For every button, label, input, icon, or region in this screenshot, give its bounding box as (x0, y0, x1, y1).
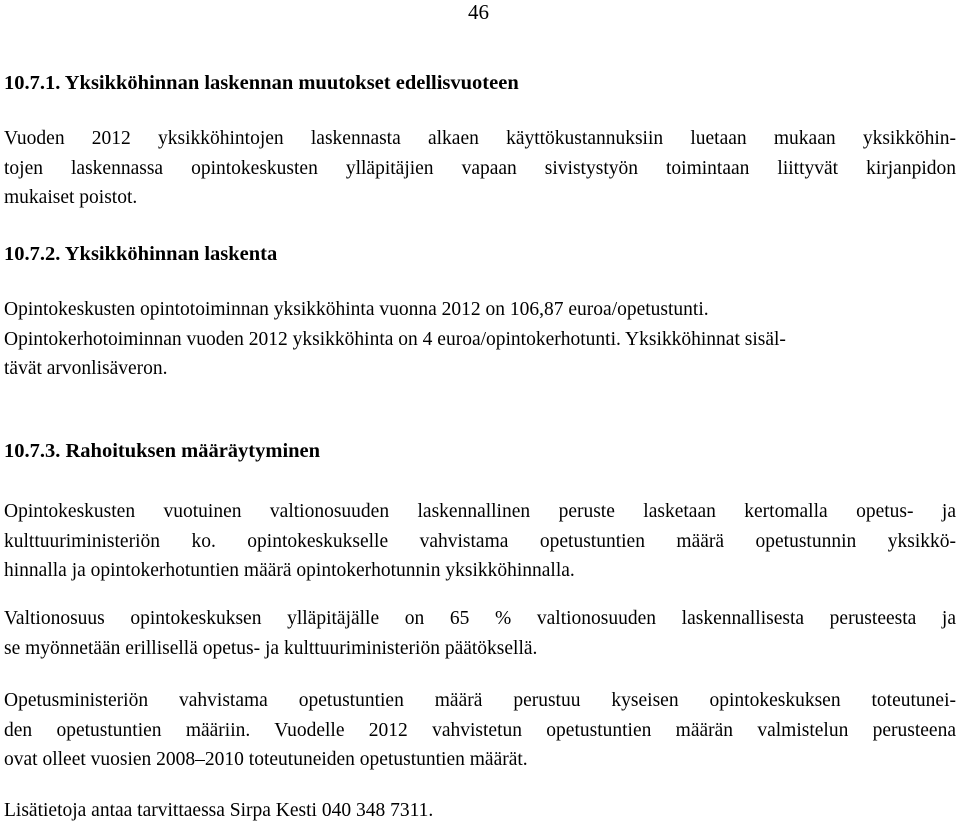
text-line: ovat olleet vuosien 2008–2010 toteutuneiden opetustuntien määrät. (4, 749, 528, 770)
paragraph-poistot (4, 124, 956, 213)
paragraph-yksikkohinta (4, 295, 956, 384)
text-line: Opetusministeriön vahvistama opetustuntien määrä perustuu kyseisen opintokeskuksen toteutunei- (4, 690, 956, 711)
text-line: Valtionosuus opintokeskuksen ylläpitäjälle on 65 % valtionosuuden laskennallisesta perusteesta ja (4, 608, 956, 629)
text-line: Lisätietoja antaa tarvittaessa Sirpa Kesti 040 348 7311. (4, 800, 434, 821)
section-heading-10-7-1: 10.7.1. Yksikköhinnan laskennan muutokset edellisvuoteen (4, 72, 519, 94)
text-line: se myönnetään erillisellä opetus- ja kulttuuriministeriön päätöksellä. (4, 637, 538, 659)
text-line: tävät arvonlisäveron. (4, 358, 168, 379)
section-heading-10-7-3: 10.7.3. Rahoituksen määräytyminen (4, 440, 321, 462)
text-line: den opetustuntien määriin. Vuodelle 2012 vahvistetun opetustuntien määrän valmistelun perusteena (4, 719, 956, 741)
section-heading-10-7-2: 10.7.2. Yksikköhinnan laskenta (4, 243, 278, 265)
paragraph-opetustunnit (4, 686, 956, 775)
text-line: Opintokeskusten opintotoiminnan yksikköhinta vuonna 2012 on 106,87 euroa/opetustunti. (4, 299, 709, 320)
paragraph-lisatietoja (4, 796, 956, 826)
text-line: Opintokeskusten vuotuinen valtionosuuden laskennallinen peruste lasketaan kertomalla opetus- ja (4, 501, 956, 522)
text-line: kulttuuriministeriön ko. opintokeskukselle vahvistama opetustuntien määrä opetustunnin yksikkö- (4, 530, 956, 552)
paragraph-valtionosuus (4, 604, 956, 663)
paragraph-peruste (4, 497, 956, 586)
text-line: hinnalla ja opintokerhotuntien määrä opintokerhotunnin yksikköhinnalla. (4, 560, 575, 581)
text-line: mukaiset poistot. (4, 187, 138, 208)
text-line: Opintokerhotoiminnan vuoden 2012 yksikköhinta on 4 euroa/opintokerhotunti. Yksikköhinnat sisäl- (4, 328, 786, 350)
text-line: tojen laskennassa opintokeskusten ylläpitäjien vapaan sivistystyön toimintaan liittyvät kirjanpidon (4, 157, 956, 179)
text-line: Vuoden 2012 yksikköhintojen laskennasta alkaen käyttökustannuksiin luetaan mukaan yksikköhin- (4, 128, 956, 149)
page-number: 46 (468, 0, 489, 24)
